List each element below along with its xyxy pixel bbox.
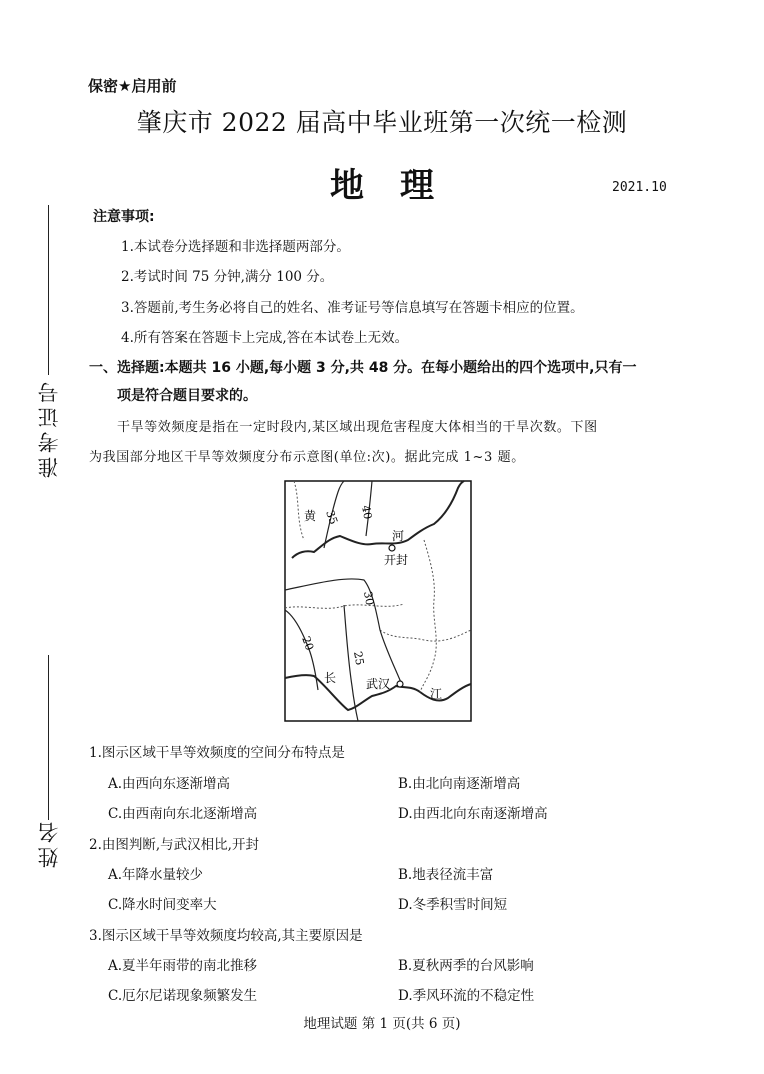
contour-label-25: 25 [351,650,367,667]
confidential-mark: 保密★启用前 [88,77,177,95]
contour-label-30: 30 [361,590,377,607]
question-stem: 1.图示区域干旱等效频度的空间分布特点是 [89,745,345,761]
notice-item: 1.本试卷分选择题和非选择题两部分。 [121,239,350,255]
exam-id-label: 准考证号 [37,378,61,478]
subject-title: 地理 [330,166,470,206]
option-a: A.由西向东逐渐增高 [108,776,231,792]
option-d: D.由西北向东南逐渐增高 [398,806,548,822]
wuhan-marker [397,681,403,687]
notice-item: 3.答题前,考生务必将自己的姓名、准考证号等信息填写在答题卡相应的位置。 [121,300,584,316]
label-huang: 黄 [304,509,317,523]
option-b: B.夏秋两季的台风影响 [398,958,534,974]
contour-label-40: 40 [359,504,375,521]
label-chang: 长 [324,671,337,685]
section-heading-cont: 项是符合题目要求的。 [117,388,257,404]
section-heading: 一、选择题:本题共 16 小题,每小题 3 分,共 48 分。在每小题给出的四个选项中,只有一 [89,360,637,376]
kaifeng-marker [389,545,395,551]
option-c: C.由西南向东北逐渐增高 [108,806,258,822]
option-b: B.由北向南逐渐增高 [398,776,521,792]
question-stem: 2.由图判断,与武汉相比,开封 [89,837,259,853]
option-c: C.厄尔尼诺现象频繁发生 [108,988,258,1004]
label-kaifeng: 开封 [384,553,409,567]
drought-frequency-map [284,480,472,722]
option-d: D.季风环流的不稳定性 [398,988,535,1004]
label-jiang: 江 [430,687,443,701]
label-wuhan: 武汉 [366,677,391,691]
exam-id-line [48,205,49,375]
label-he: 河 [392,529,405,543]
notice-item: 2.考试时间 75 分钟,满分 100 分。 [121,269,334,285]
option-b: B.地表径流丰富 [398,867,494,883]
notice-heading: 注意事项: [93,209,155,225]
option-a: A.年降水量较少 [108,867,204,883]
passage-line: 干旱等效频度是指在一定时段内,某区域出现危害程度大体相当的干旱次数。下图 [117,420,598,435]
passage-line: 为我国部分地区干旱等效频度分布示意图(单位:次)。据此完成 1~3 题。 [89,450,525,465]
name-line [48,655,49,820]
contour-label-35: 35 [323,508,341,527]
option-a: A.夏半年雨带的南北推移 [108,958,258,974]
notice-item: 4.所有答案在答题卡上完成,答在本试卷上无效。 [121,330,409,346]
option-d: D.冬季积雪时间短 [398,897,508,913]
contour-label-20: 20 [299,634,317,653]
name-label: 姓名 [37,818,61,868]
question-stem: 3.图示区域干旱等效频度均较高,其主要原因是 [89,928,363,944]
option-c: C.降水时间变率大 [108,897,217,913]
page-footer: 地理试题 第 1 页(共 6 页) [303,1016,461,1032]
exam-title: 肇庆市 2022 届高中毕业班第一次统一检测 [136,108,628,137]
exam-date: 2021.10 [612,180,667,195]
